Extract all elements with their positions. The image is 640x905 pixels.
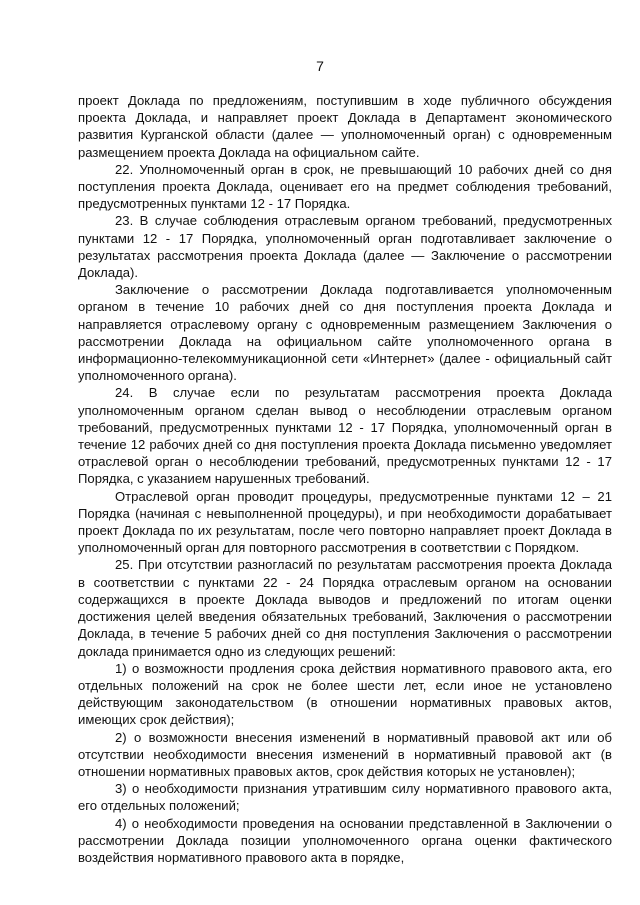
paragraph-24-procedures: Отраслевой орган проводит процедуры, предусмотренные пунктами 12 – 21 Порядка (начиная с невыполненной процедуры), и при необходимости дорабатывает проект Доклада по их результатам, после чего повторно направляет проект Доклада в уполномоченный орган для повторного рассмотрения в соответствии с Порядком. (78, 488, 612, 556)
decision-item-2: 2) о возможности внесения изменений в нормативный правовой акт или об отсутствии необходимости внесения изменений в нормативный правовой акт (в отношении нормативных правовых актов, срок действия которых не установлен); (78, 729, 612, 779)
document-body (78, 92, 612, 866)
decision-item-4: 4) о необходимости проведения на основании представленной в Заключении о рассмотрении Доклада позиции уполномоченного органа оценки фактического воздействия нормативного правового акта в порядке, (78, 815, 612, 865)
paragraph-continuation: проект Доклада по предложениям, поступившим в ходе публичного обсуждения проекта Доклада, и направляет проект Доклада в Департамент экономического развития Курганской области (далее — уполномоченный орган) с одновременным размещением проекта Доклада на официальном сайте. (78, 93, 612, 160)
paragraph-23-conclusion: Заключение о рассмотрении Доклада подготавливается уполномоченным органом в течение 10 рабочих дней со дня поступления проекта Доклада и направляется отраслевому органу с одновременным размещением Заключения о рассмотрении Доклада на официальном сайте уполномоченного органа в информационно-телекоммуникационной сети «Интернет» (далее - официальный сайт уполномоченного органа). (78, 282, 612, 384)
decision-item-3: 3) о необходимости признания утратившим силу нормативного правового акта, его отдельных положений; (78, 781, 612, 814)
paragraph-24: 24. В случае если по результатам рассмотрения проекта Доклада уполномоченным органом сделан вывод о несоблюдении отраслевым органом требований, предусмотренных пунктами 12 - 17 Порядка, уполномоченный орган в течение 12 рабочих дней со дня поступления проекта Доклада письменно уведомляет отраслевой орган о несоблюдении требований, предусмотренных пунктами 12 - 17 Порядка, с указанием нарушенных требований. (78, 385, 612, 487)
page-number: 7 (316, 58, 324, 74)
paragraph-25: 25. При отсутствии разногласий по результатам рассмотрения проекта Доклада в соответствии с пунктами 22 - 24 Порядка отраслевым органом на основании содержащихся в проекте Доклада выводов и предложений по итогам оценки достижения целей введения обязательных требований, Заключения о рассмотрении Доклада, в течение 5 рабочих дней со дня поступления Заключения о рассмотрении доклада принимается одно из следующих решений: (78, 557, 612, 659)
paragraph-22: 22. Уполномоченный орган в срок, не превышающий 10 рабочих дней со дня поступления проекта Доклада, оценивает его на предмет соблюдения требований, предусмотренных пунктами 12 - 17 Порядка. (78, 161, 612, 212)
decision-item-1: 1) о возможности продления срока действия нормативного правового акта, его отдельных положений на срок не более шести лет, если иное не установлено действующим законодательством (в отношении нормативных правовых актов, имеющих срок действия); (78, 660, 612, 728)
paragraph-23: 23. В случае соблюдения отраслевым органом требований, предусмотренных пунктами 12 - 17 Порядка, уполномоченный орган подготавливает заключение о результатах рассмотрения проекта Доклада (далее — Заключение о рассмотрении Доклада). (78, 213, 612, 281)
